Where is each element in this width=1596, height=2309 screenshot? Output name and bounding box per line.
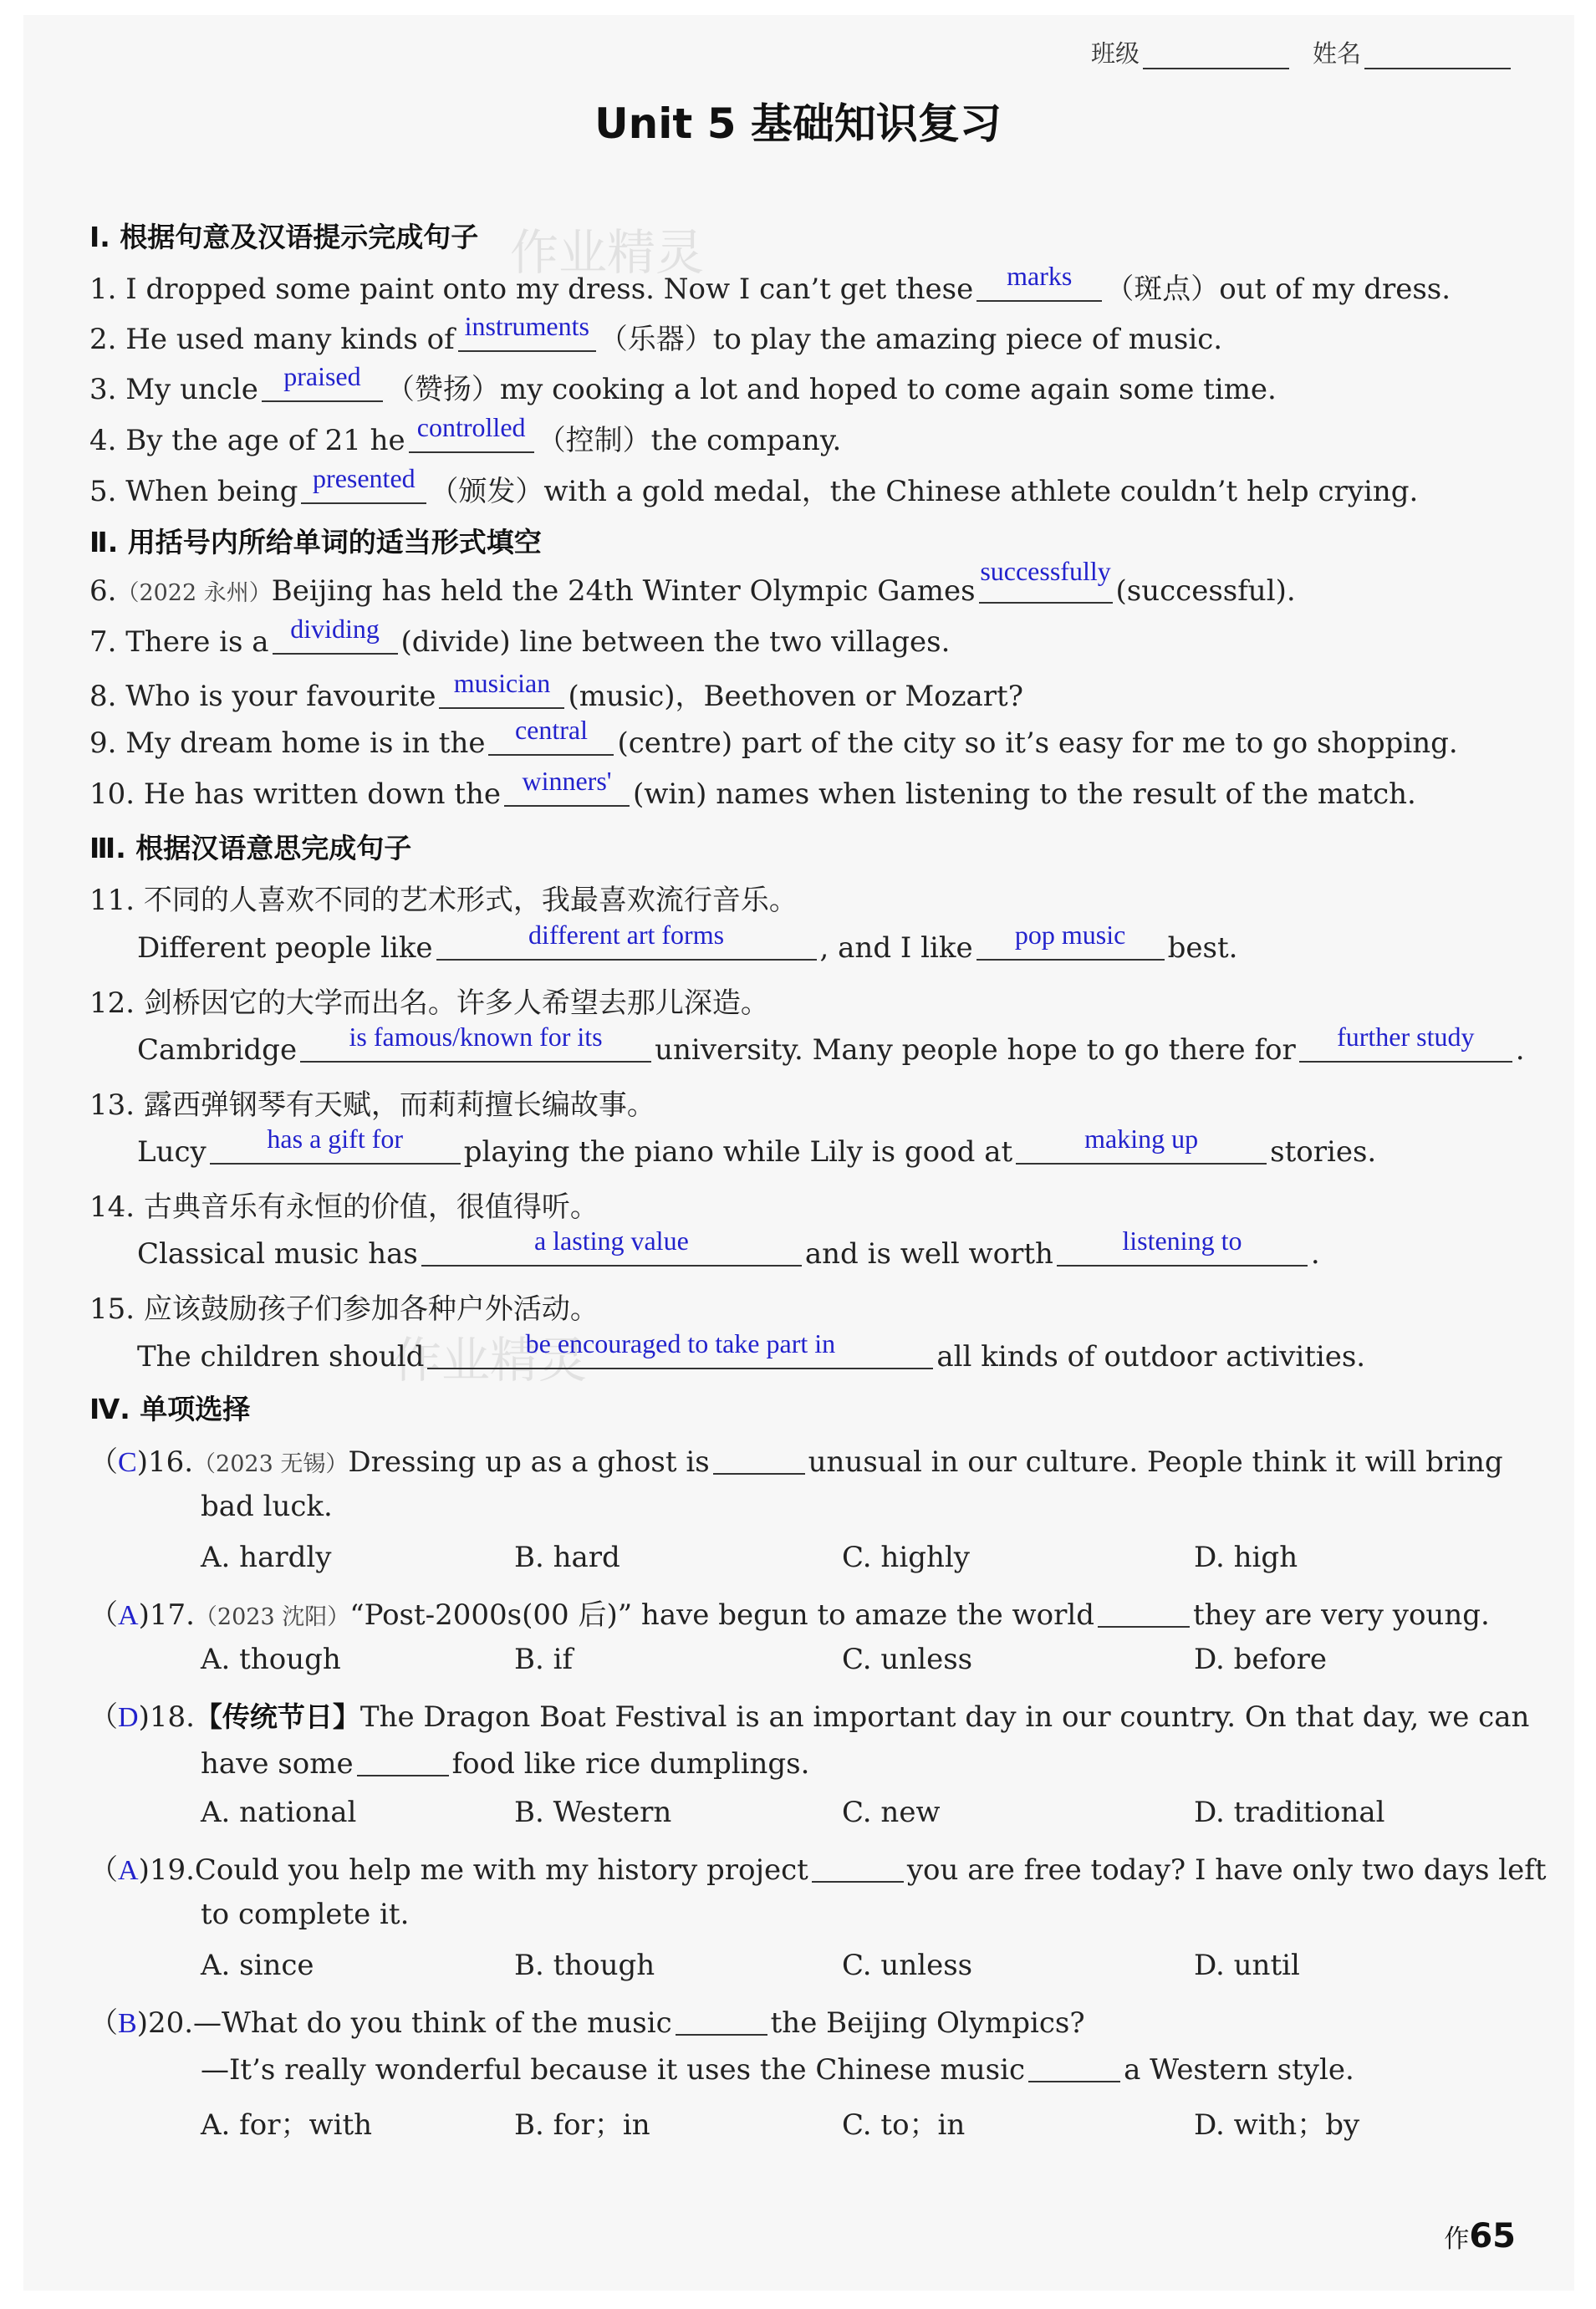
option-d[interactable]: D. before — [1194, 1643, 1327, 1676]
section-2-heading: Ⅱ. 用括号内所给单词的适当形式填空 — [89, 526, 542, 558]
option-a[interactable]: A. hardly — [201, 1541, 332, 1574]
question-20: （B)20.—What do you think of the music the Beijing Olympics? — [89, 2000, 1516, 2041]
section-4-heading: Ⅳ. 单项选择 — [89, 1393, 251, 1425]
question-14-chinese: 14. 古典音乐有永恒的价值，很值得听。 — [89, 1190, 599, 1224]
answer-text: central — [514, 715, 588, 745]
answer-blank-2[interactable] — [1299, 1022, 1512, 1063]
watermark-top: 作业精灵 — [510, 224, 705, 281]
selected-choice[interactable]: A — [118, 1855, 139, 1886]
answer-text: pop music — [1014, 920, 1126, 950]
answer-blank-1[interactable] — [300, 1022, 651, 1063]
question-5: 5. When being presented （颁发）with a gold medal，the Chinese athlete couldn’t help crying. — [89, 463, 1419, 508]
option-c[interactable]: C. to；in — [842, 2108, 966, 2142]
name-blank[interactable] — [1364, 43, 1511, 69]
answer-text: be encouraged to take part in — [525, 1328, 836, 1358]
answer-blank-2[interactable] — [1016, 1124, 1267, 1165]
question-12-chinese: 12. 剑桥因它的大学而出名。许多人希望去那儿深造。 — [89, 986, 769, 1020]
question-14: Classical music has a lasting value and is well worth listening to . — [137, 1226, 1320, 1271]
answer-blank[interactable] — [504, 766, 630, 807]
name-label: 姓名 — [1313, 39, 1362, 68]
blank[interactable] — [713, 1443, 805, 1475]
option-b[interactable]: B. for；in — [514, 2108, 650, 2142]
option-b[interactable]: B. though — [514, 1949, 655, 1982]
class-blank[interactable] — [1143, 43, 1289, 69]
question-11-chinese: 11. 不同的人喜欢不同的艺术形式，我最喜欢流行音乐。 — [89, 884, 798, 917]
answer-text: has a gift for — [267, 1124, 404, 1154]
question-9: 9. My dream home is in the central (centre) part of the city so it’s easy for me to go shopping. — [89, 715, 1458, 760]
answer-text: controlled — [416, 412, 526, 442]
question-1: 1. I dropped some paint onto my dress. Now I can’t get these marks （斑点）out of my dress. — [89, 261, 1451, 306]
answer-text: a lasting value — [533, 1226, 689, 1256]
class-label: 班级 — [1091, 39, 1140, 68]
answer-text: marks — [1007, 261, 1073, 291]
question-13: Lucy has a gift for playing the piano while Lily is good at making up stories. — [137, 1124, 1377, 1169]
answer-text: different art forms — [528, 920, 725, 950]
question-8: 8. Who is your favourite musician (music)，Beethoven or Mozart? — [89, 668, 1023, 713]
answer-blank[interactable] — [273, 614, 398, 655]
question-7: 7. There is a dividing (divide) line between the two villages. — [89, 614, 951, 659]
selected-choice[interactable]: D — [118, 1702, 139, 1733]
answer-blank-1[interactable] — [436, 920, 817, 961]
question-13-chinese: 13. 露西弹钢琴有天赋，而莉莉擅长编故事。 — [89, 1088, 655, 1122]
option-d[interactable]: D. until — [1194, 1949, 1300, 1982]
answer-text: is famous/known for its — [349, 1022, 603, 1052]
question-17: （A)17.（2023 沈阳）“Post-2000s(00 后)” have begun to amaze the world they are very young. — [89, 1592, 1516, 1633]
question-4: 4. By the age of 21 he controlled （控制）the company. — [89, 412, 842, 457]
answer-blank[interactable] — [976, 261, 1102, 302]
answer-blank[interactable] — [979, 556, 1113, 604]
blank[interactable] — [1098, 1596, 1190, 1628]
blank[interactable] — [676, 2004, 767, 2036]
blank[interactable] — [812, 1851, 904, 1883]
question-20-cont: —It’s really wonderful because it uses the Chinese music a Western style. — [201, 2051, 1516, 2087]
question-15: The children should be encouraged to take part in all kinds of outdoor activities. — [137, 1328, 1366, 1374]
answer-text: instruments — [464, 311, 589, 341]
answer-text: praised — [283, 361, 361, 391]
answer-blank[interactable] — [458, 311, 596, 352]
option-d[interactable]: D. high — [1194, 1541, 1298, 1574]
blank[interactable] — [1028, 2051, 1120, 2082]
question-11: Different people like different art forms , and I like pop music best. — [137, 920, 1238, 965]
answer-text: winners' — [522, 766, 612, 796]
question-18: （D)18.【传统节日】The Dragon Boat Festival is an important day in our country. On that day, we can — [89, 1700, 1530, 1734]
answer-blank-1[interactable] — [210, 1124, 461, 1165]
source-tag: （2023 沈阳） — [194, 1604, 350, 1630]
blank[interactable] — [357, 1745, 449, 1776]
answer-blank[interactable] — [301, 463, 426, 504]
answer-text: listening to — [1122, 1226, 1242, 1256]
answer-blank[interactable] — [409, 412, 534, 453]
watermark-bottom: 作业精灵 — [393, 1332, 588, 1389]
question-12: Cambridge is famous/known for its university. Many people hope to go there for further study . — [137, 1022, 1525, 1067]
question-3: 3. My uncle praised （赞扬）my cooking a lot and hoped to come again some time. — [89, 361, 1277, 406]
section-1-heading: Ⅰ. 根据句意及汉语提示完成句子 — [89, 221, 479, 253]
question-6: 6.（2022 永州）Beijing has held the 24th Winter Olympic Games successfully (successful). — [89, 556, 1296, 608]
question-16-cont: bad luck. — [201, 1490, 333, 1523]
option-c[interactable]: C. new — [842, 1796, 941, 1829]
answer-blank[interactable] — [262, 361, 383, 402]
answer-blank[interactable] — [488, 715, 614, 756]
option-a[interactable]: A. national — [201, 1796, 357, 1829]
selected-choice[interactable]: C — [118, 1447, 137, 1478]
answer-blank-2[interactable] — [976, 920, 1165, 961]
answer-text: further study — [1337, 1022, 1475, 1052]
option-c[interactable]: C. highly — [842, 1541, 970, 1574]
page-number: 作65 — [1444, 2217, 1516, 2255]
option-a[interactable]: A. though — [201, 1643, 341, 1676]
class-field — [1091, 35, 1289, 69]
option-d[interactable]: D. with；by — [1194, 2108, 1360, 2142]
source-tag: （2023 无锡） — [193, 1451, 349, 1477]
page-title: Unit 5 基础知识复习 — [594, 99, 1002, 148]
source-tag: （2022 永州） — [116, 580, 272, 606]
answer-blank-1[interactable] — [421, 1226, 802, 1267]
question-16: （C)16.（2023 无锡）Dressing up as a ghost is unusual in our culture. People think it will bring — [89, 1439, 1516, 1480]
question-18-cont: have some food like rice dumplings. — [201, 1745, 1516, 1781]
option-c[interactable]: C. unless — [842, 1643, 973, 1676]
option-b[interactable]: B. if — [514, 1643, 574, 1676]
option-a[interactable]: A. since — [201, 1949, 314, 1982]
topic-tag: 【传统节日】 — [194, 1700, 360, 1733]
answer-text: making up — [1084, 1124, 1199, 1154]
question-10: 10. He has written down the winners' (win) names when listening to the result of the match. — [89, 766, 1416, 811]
question-19-cont: to complete it. — [201, 1898, 410, 1931]
option-a[interactable]: A. for；with — [201, 2108, 373, 2142]
option-d[interactable]: D. traditional — [1194, 1796, 1385, 1829]
name-field — [1313, 35, 1511, 69]
section-3-heading: Ⅲ. 根据汉语意思完成句子 — [89, 832, 412, 864]
answer-blank-2[interactable] — [1057, 1226, 1308, 1267]
answer-blank[interactable] — [439, 668, 564, 709]
answer-text: presented — [313, 463, 416, 493]
selected-choice[interactable]: A — [118, 1600, 139, 1631]
option-c[interactable]: C. unless — [842, 1949, 973, 1982]
option-b[interactable]: B. hard — [514, 1541, 620, 1574]
option-b[interactable]: B. Western — [514, 1796, 672, 1829]
selected-choice[interactable]: B — [118, 2008, 137, 2039]
answer-text: successfully — [980, 556, 1111, 586]
answer-text: dividing — [290, 614, 380, 644]
question-2: 2. He used many kinds of instruments （乐器）to play the amazing piece of music. — [89, 311, 1223, 356]
answer-text: musician — [453, 668, 551, 698]
question-19: （A)19.Could you help me with my history project you are free today? I have only two days left — [89, 1847, 1516, 1888]
question-15-chinese: 15. 应该鼓励孩子们参加各种户外活动。 — [89, 1292, 599, 1326]
